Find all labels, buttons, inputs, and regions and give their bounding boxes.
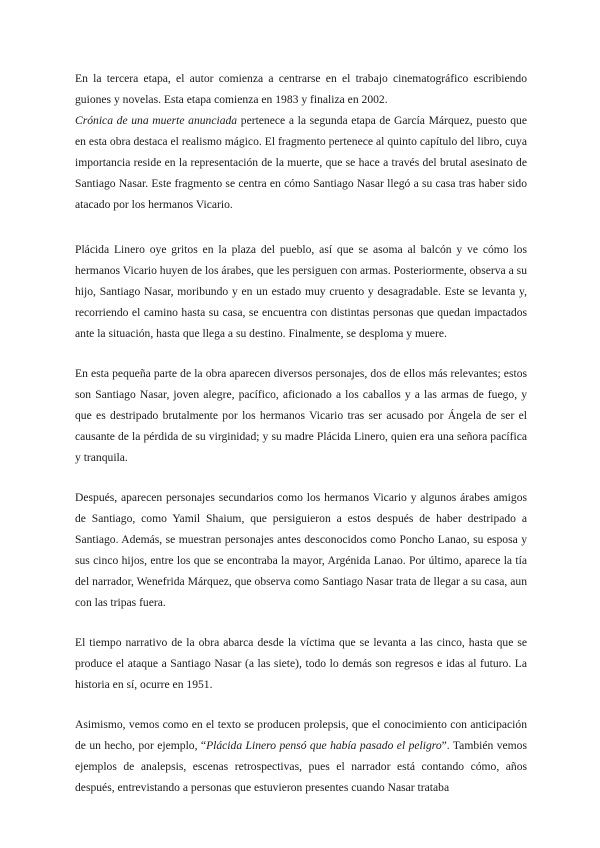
paragraph-2-text: pertenece a la segunda etapa de García Márquez, puesto que en esta obra destaca el realismo mágico. El fragmento pertenece al quinto capítulo del libro, cuya importancia reside en la representación de la muerte, que se hace a través del brutal asesinato de Santiago Nasar. Este fragmento se centra en cómo Santiago Nasar llegó a su casa tras haber sido atacado por los hermanos Vicario. [75,114,527,211]
paragraph-1: En la tercera etapa, el autor comienza a centrarse en el trabajo cinematográfico escribiendo guiones y novelas. Esta etapa comienza en 1983 y finaliza en 2002. [75,72,527,106]
quoted-text: Plácida Linero pensó que había pasado el peligro [206,739,442,752]
paragraph-5: Después, aparecen personajes secundarios como los hermanos Vicario y algunos árabes amigos de Santiago, como Yamil Shaium, que persiguieron a estos después de haber destripado a Santiago. Además, se muestran personajes antes desconocidos como Poncho Lanao, su esposa y sus cinco hijos, entre los que se encontraba la mayor, Argénida Lanao. Por último, aparece la tía del narrador, Wenefrida Márquez, que observa como Santiago Nasar trata de llegar a su casa, aun con las tripas fuera. [75,491,527,609]
document-body [75,68,527,817]
paragraph-3: Plácida Linero oye gritos en la plaza del pueblo, así que se asoma al balcón y ve cómo los hermanos Vicario huyen de los árabes, que les persiguen con armas. Posteriormente, observa a su hijo, Santiago Nasar, moribundo y en un estado muy cruento y desagradable. Este se levanta y, recorriendo el camino hasta su casa, se encuentra con distintas personas que quedan impactados ante la situación, hasta que llega a su destino. Finalmente, se desploma y muere. [75,243,527,340]
open-quote: “ [200,739,207,752]
paragraph-7-start: Asimismo, vemos como en el texto se producen prolepsis, que el conocimiento con anticipación de un hecho, por ejemplo, [75,718,527,752]
paragraph-4: En esta pequeña parte de la obra aparecen diversos personajes, dos de ellos más relevantes; estos son Santiago Nasar, joven alegre, pacífico, aficionado a los caballos y a las armas de fuego, y que es destripado brutalmente por los hermanos Vicario tras ser acusado por Ángela de ser el causante de la pérdida de su virginidad; y su madre Plácida Linero, quien era una señora pacífica y tranquila. [75,367,527,464]
book-title: Crónica de una muerte anunciada [75,114,238,127]
paragraph-7 [75,714,527,798]
paragraph-2 [75,110,527,215]
paragraph-6: El tiempo narrativo de la obra abarca desde la víctima que se levanta a las cinco, hasta que se produce el ataque a Santiago Nasar (a las siete), todo lo demás son regresos e idas al futuro. La historia en sí, ocurre en 1951. [75,636,527,691]
paragraph-7-end: ”. También vemos ejemplos de analepsis, escenas retrospectivas, pues el narrador está contando cómo, años después, entrevistando a personas que estuvieron presentes cuando Nasar trataba [75,739,527,794]
